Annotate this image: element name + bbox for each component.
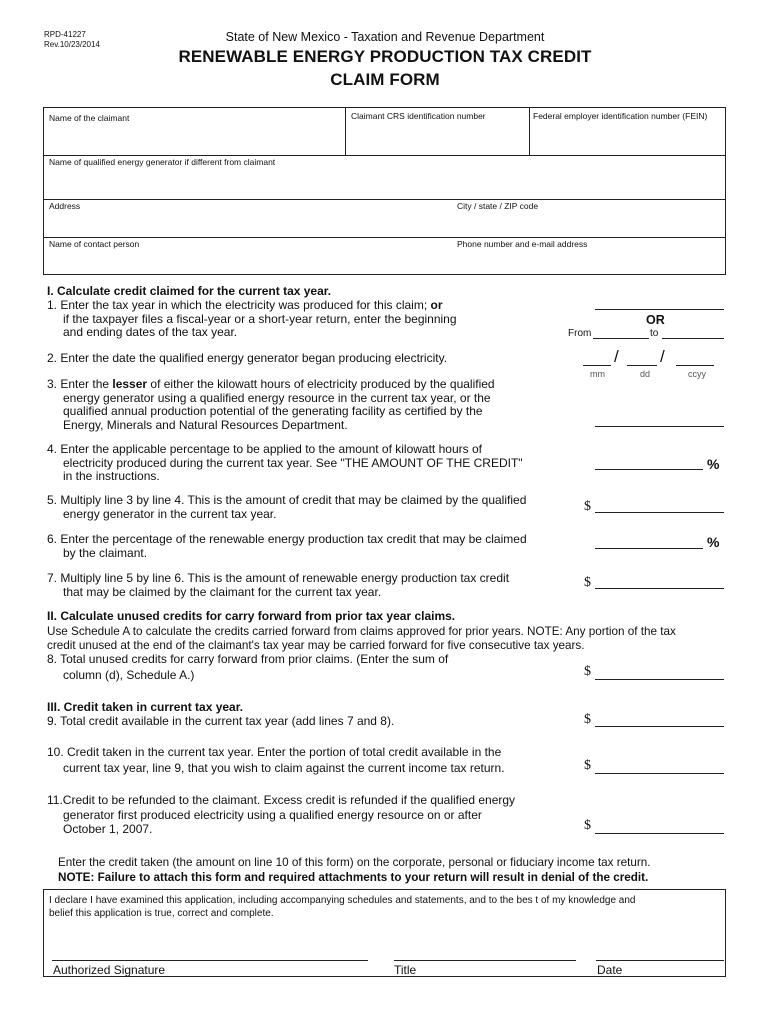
line-11-text: 11.Credit to be refunded to the claimant. Excess credit is refunded if the qualified energy generator first produced electricity using a qualified energy resource on or after October 1, 2007. [47,793,516,836]
divider [43,155,726,156]
date-label: Date [597,963,623,977]
to-label: to [650,328,659,339]
ccyy-caption: ccyy [688,369,706,379]
line-9-text: 9. Total credit available in the current tax year (add lines 7 and 8). [47,714,395,728]
to-date-input[interactable] [662,338,724,339]
revision-text: Rev.10/23/2014 [44,40,100,49]
line-8-text: 8. Total unused credits for carry forward from prior claims. (Enter the sum of column (d), Schedule A.) [47,652,449,682]
line-10-dollar-sign: $ [584,758,591,773]
line-8-dollar-sign: $ [584,664,591,679]
contact-person-field[interactable]: Name of contact person [49,239,140,249]
generator-name-field[interactable]: Name of qualified energy generator if different from claimant [49,157,276,167]
signature-label: Authorized Signature [53,963,166,977]
or-label: OR [646,313,665,327]
fein-field[interactable]: Federal employer identification number (FEIN) [533,111,708,121]
line-2-text: 2. Enter the date the qualified energy generator began producing electricity. [47,351,448,365]
line-10-text: 10. Credit taken in the current tax year. Enter the portion of total credit available in the current tax year, line 9, that you wish to claim against the current income tax return. [47,745,505,775]
declaration-text: I declare I have examined this application, including accompanying schedules and statements, and to the bes t of my knowledge and belief this application is true, correct and complete. [49,895,636,919]
dd-caption: dd [640,369,651,379]
line-6-text: 6. Enter the percentage of the renewable energy production tax credit that may be claimed by the claimant. [47,532,527,560]
line-1-text: 1. Enter the tax year in which the electricity was produced for this claim; or if the taxpayer files a fiscal-year or a short-year return, enter the beginning and ending dates of the tax year. [47,298,457,339]
from-label: From [568,328,592,339]
divider [529,107,530,155]
crs-number-field[interactable]: Claimant CRS identification number [351,111,486,121]
line-11-amount-input[interactable] [595,833,724,834]
form-title-line1: RENEWABLE ENERGY PRODUCTION TAX CREDIT [178,47,592,66]
line-6-percent-sign: % [707,534,720,550]
claimant-name-field[interactable]: Name of the claimant [49,113,130,123]
signature-input[interactable] [52,960,368,961]
line-4-text: 4. Enter the applicable percentage to be applied to the amount of kilowatt hours of electricity produced during the current tax year. See "THE AMOUNT OF THE CREDIT" in the instructions. [47,442,523,483]
line-7-dollar-sign: $ [584,575,591,590]
line-4-percent-input[interactable] [595,469,703,470]
line-9-amount-input[interactable] [595,726,724,727]
line-3-kwh-input[interactable] [595,426,724,427]
line-11-dollar-sign: $ [584,818,591,833]
title-input[interactable] [394,960,576,961]
from-date-input[interactable] [593,338,649,339]
date-slash: / [614,347,619,366]
line-4-percent-sign: % [707,456,720,472]
line-5-amount-input[interactable] [595,512,724,513]
date-mm-input[interactable] [583,365,611,366]
section-3-heading: III. Credit taken in current tax year. [47,700,244,714]
line-5-text: 5. Multiply line 3 by line 4. This is the amount of credit that may be claimed by the qualified energy generator in the current tax year. [47,493,527,521]
line-7-text: 7. Multiply line 5 by line 6. This is the amount of renewable energy production tax credit that may be claimed by the claimant for the current tax year. [47,571,510,599]
divider [43,199,726,200]
date-dd-input[interactable] [627,365,657,366]
line-3-text: 3. Enter the lesser of either the kilowatt hours of electricity produced by the qualified energy generator using a qualified energy resource in the current tax year, or the qualified annual production potential of the generating facility as certified by the Energy, Minerals and Natural Resources Department. [47,377,495,432]
form-title-line2: CLAIM FORM [330,70,440,89]
line-6-percent-input[interactable] [595,548,703,549]
section-2-heading: II. Calculate unused credits for carry forward from prior tax year claims. [47,609,456,623]
phone-email-field[interactable]: Phone number and e-mail address [457,239,588,249]
line-5-dollar-sign: $ [584,499,591,514]
agency-name: State of New Mexico - Taxation and Revenue Department [225,30,545,44]
line-8-amount-input[interactable] [595,679,724,680]
line-7-amount-input[interactable] [595,588,724,589]
section-2-intro: Use Schedule A to calculate the credits carried forward from claims approved for prior years. NOTE: Any portion of the tax credit unused at the end of the claimant's tax year may be carried forward for five consecutive tax years. [47,625,676,652]
divider [345,107,346,155]
date-slash: / [660,347,665,366]
line-10-amount-input[interactable] [595,773,724,774]
line-1-tax-year-input[interactable] [595,309,724,310]
footer-note: NOTE: Failure to attach this form and required attachments to your return will result in denial of the credit. [58,871,649,884]
date-ccyy-input[interactable] [676,365,714,366]
title-label: Title [394,963,417,977]
line-9-dollar-sign: $ [584,712,591,727]
mm-caption: mm [590,369,605,379]
claimant-info-box [43,107,726,275]
footer-instruction: Enter the credit taken (the amount on line 10 of this form) on the corporate, personal or fiduciary income tax return. [58,856,651,869]
divider [43,237,726,238]
section-1-heading: I. Calculate credit claimed for the current tax year. [47,284,332,298]
form-number-text: RPD-41227 [44,30,86,39]
city-state-zip-field[interactable]: City / state / ZIP code [457,201,539,211]
address-field[interactable]: Address [49,201,81,211]
date-input[interactable] [596,960,724,961]
